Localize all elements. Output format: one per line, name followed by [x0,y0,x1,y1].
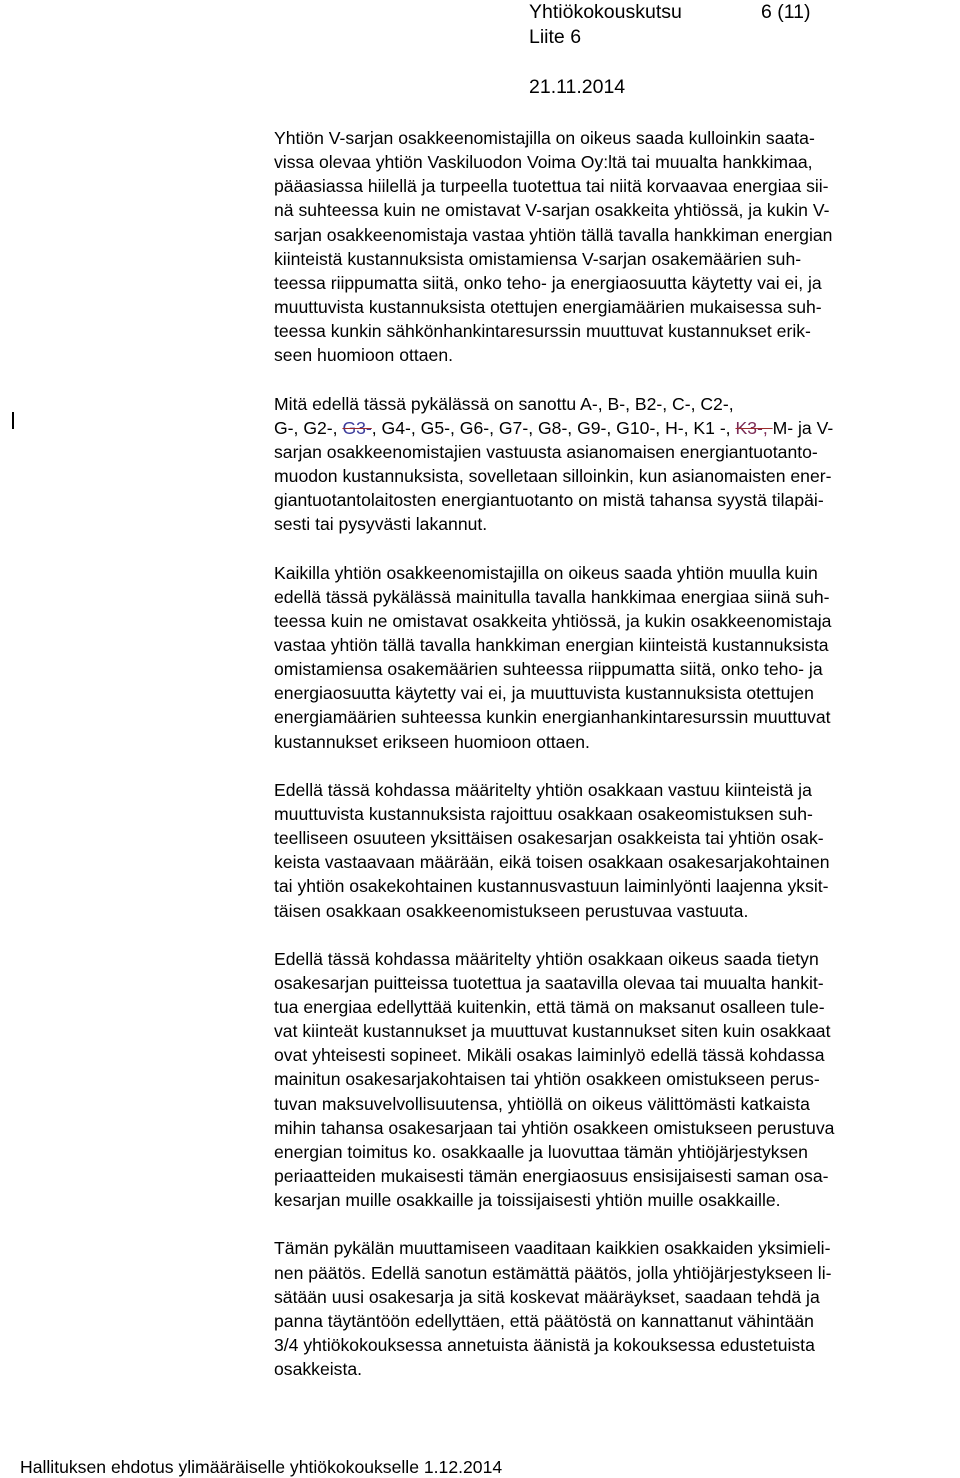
document-body [274,126,960,1381]
page-header [529,0,949,100]
deleted-text-g3: G3- [342,417,372,438]
page-footer: Hallituksen ehdotus ylimääräiselle yhtiökokoukselle 1.12.2014 [20,1457,503,1477]
p2-line1: Mitä edellä tässä pykälässä on sanottu A-, B-, B2-, C-, C2-, [274,393,734,414]
document-date: 21.11.2014 [529,76,626,98]
paragraph-right-to-energy: Edellä tässä kohdassa määritelty yhtiön osakkaan oikeus saada tietyn osakesarjan puitteissa tuotettua ja saatavilla olevaa tai muualta hankit- tua energiaa edellyttää kuitenkin, että tämä on maksanut osalleen tule- vat kiinteät kustannukset ja muuttuvat kustannukset siten kuin osakkaat ovat yhteisesti sopineet. Mikäli osakas laiminlyö edellä tässä kohdassa mainitun osakesarjakohtaisen tai yhtiön osakkeen omistukseen perus- tuvan maksuvelvollisuutensa, yhtiöllä on oikeus välittömästi katkaista mihin tahansa osakesarjaan tai yhtiön osakkeen omistukseen perustuva energian toimitus ko. osakkaalle ja luovuttaa tämän yhtiöjärjestyksen periaatteiden mukaisesti tämän energiaosuus ensisijaisesti saman osa- kesarjan muille osakkaille ja toissijaisesti yhtiön muille osakkaille. [274,948,835,1211]
paragraph-amendment: Tämän pykälän muuttamiseen vaaditaan kaikkien osakkaiden yksimieli- nen päätös. Edellä sanotun estämättä päätös, jolla yhtiöjärjestykseen li- sätään uusi osakesarja ja sitä koskevat määräykset, saadaan tehdä ja panna täytäntöön edellyttäen, että päätöstä on kannattanut vähintään 3/4 yhtiökokouksessa annetuista äänistä ja kokouksessa edustetuista osakkeista. [274,1238,832,1380]
revision-change-bar [12,412,14,429]
paragraph-liability-limit: Edellä tässä kohdassa määritelty yhtiön osakkaan vastuu kiinteistä ja muuttuvista kustannuksista rajoittuu osakkaan osakeomistuksen suh- teelliseen osuuteen yksittäisen osakesarjan osakkeista tai yhtiön osak- keista vastaavaan määrään, eikä toisen osakkaan osakesarjakohtainen tai yhtiön osakekohtainen kustannusvastuun laiminlyönti laajenna yksit- täisen osakkaan osakkeenomistukseen perustuvaa vastuuta. [274,779,830,921]
paragraph-all-shareholders: Kaikilla yhtiön osakkeenomistajilla on oikeus saada yhtiön muulla kuin edellä tässä pykälässä mainitulla tavalla hankkimaa energiaa siinä suh- teessa kuin ne omistavat osakkeita yhtiössä, ja kukin osakkeenomistaja vastaa yhtiön tällä tavalla hankkiman energian kiinteistä kustannuksista omistamiensa osakemäärien suhteessa riippumatta siitä, onko teho- ja energiaosuutta käytetty vai ei, ja muuttuvista kustannuksista otettujen energiamäärien suhteessa kunkin energianhankintaresurssin muuttuvat kustannukset erikseen huomioon ottaen. [274,562,832,752]
deleted-text-k3: K3-, [735,417,773,438]
paragraph-series-liability [274,392,960,537]
page-indicator: 6 (11) [761,1,811,23]
paragraph-v-series: Yhtiön V-sarjan osakkeenomistajilla on oikeus saada kulloinkin saata- vissa olevaa yhtiön Vaskiluodon Voima Oy:ltä tai muualta hankkimaa, pääasiassa hiilellä ja turpeella tuotettua tai niitä korvaavaa energiaa sii- nä suhteessa kuin ne omistavat V-sarjan osakkeita yhtiössä, ja kukin V- sarjan osakkeenomistaja vastaa yhtiön tällä tavalla hankkiman energian kiinteistä kustannuksista omistamiensa V-sarjan osakemäärien suh- teessa riippumatta siitä, onko teho- ja energiaosuutta käytetty vai ei, ja muuttuvista kustannuksista otettujen energiamäärien mukaisessa suh- teessa kunkin sähkönhankintaresurssin muuttuvat kustannukset erik- seen huomioon ottaen. [274,128,833,366]
p2-line2-part-c: M- ja V- [772,417,834,438]
p2-line2-part-a: G-, G2-, [274,417,343,438]
p2-rest: sarjan osakkeenomistajien vastuusta asianomaisen energiantuotanto- muodon kustannuksista, sovelletaan silloinkin, kun asianomaisten ener- giantuotantolaitosten energiantuotanto on mistä tahansa syystä tilapäi- sesti tai pysyvästi lakannut. [274,441,832,535]
appendix-label: Liite 6 [529,25,582,48]
p2-line2-part-b: , G4-, G5-, G6-, G7-, G8-, G9-, G10-, H-, K1 -, [371,417,736,438]
document-title: Yhtiökokouskutsu [529,1,682,23]
header-row-1 [529,0,949,25]
